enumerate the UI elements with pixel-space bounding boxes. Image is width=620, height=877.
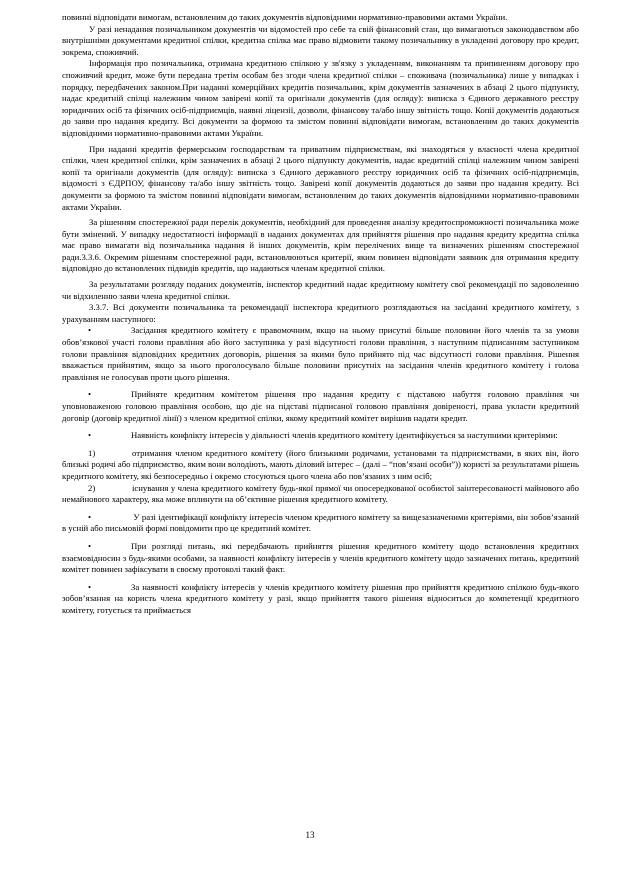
document-page [62,12,579,617]
bullet-item: • У разі ідентифікації конфлікту інтересів членом кредитного комітету за вищезазначеними критеріями, він зобов’язаний в усній або письмовій формі повідомити про це кредитний комітет. [62,512,579,535]
list-number: 1) [88,447,96,458]
numbered-item-text: існування у члена кредитного комітету будь-якої прямої чи опосередкованої особистої заінтересованості майнового або немайнового характеру, яка може вплинути на об’єктивне рішення кредитного комітету. [62,482,579,505]
numbered-item-text: отримання членом кредитного комітету (його близькими родичами, установами та підприємствами, в яких він, його близькі родичі або підприємство, яким вони володіють, мають діловий інтерес – (далі – “пов’язані особи”)) користі за результатами рішень кредитного комітету, які безпосередньо і окремо стосуються цього члена або пов’язаних з ним осіб; [62,447,579,481]
paragraph: У разі ненадання позичальником документів чи відомостей про себе та свій фінансовий стан, що вимагаються законодавством або внутрішніми документами кредитної спілки, кредитна спілка має право відмовити такому позичальнику в укладенні договору про кредит, зокрема, споживчий. [62,23,579,57]
page-number: 13 [305,830,315,840]
numbered-item [62,483,579,506]
bullet-item: • Прийняте кредитним комітетом рішення про надання кредиту є підставою набуття головою правління чи уповноваженою головою правління особою, що діє на підставі підписаної головою правління довіреності, права укласти кредитний договір (договір кредитної лінії) з членом кредитної спілки, якому кредитний комітет вирішив надати кредит. [62,389,579,424]
paragraph: 3.3.7. Всі документи позичальника та рекомендації інспектора кредитного розглядаються на засіданні кредитного комітету, з урахуванням наступного: [62,302,579,324]
bullet-item: • Наявність конфлікту інтересів у діяльності членів кредитного комітету ідентифікується за наступними критеріями: [62,430,579,442]
paragraph: При наданні кредитів фермерським господарствам та приватним підприємствам, які знаходяться у власності члена кредитної спілки, член кредитної спілки, крім зазначених в абзаці 2 цього підпункту документів, надає кредитній спілці належним чином завірені копії та оригінали документів (для огляду): виписка з Єдиного державного реєстру юридичних осіб та фізичних осіб-підприємців, відомості з ЄДРПОУ, фінансову та/або іншу звітність тощо. Завірені копії документів додаються до заяви про надання кредиту. Всі документи за формою та змістом повинні відповідати вимогам, встановленим до таких документів відповідними нормативно-правовими актами України. [62,143,579,212]
numbered-item [62,448,579,483]
bullet-item: • Засідання кредитного комітету є правомочним, якщо на ньому присутні більше половини його членів та за умови обов’язкової участі голови правління або його заступника у разі відсутності голови правління, з наступним підписанням заступником голови правління відповідних кредитних договорів, рішення за якими було прийнято під час відсутності голови правління. Рішення вважається прийнятим, якщо за нього проголосувало більше половини присутніх на засідання членів кредитного комітету і голова правління не голосував проти цього рішення. [62,325,579,383]
bullet-item: • За наявності конфлікту інтересів у членів кредитного комітету рішення про прийняття кредитною спілкою будь-якого зобов’язання на користь члена кредитного комітету у разі, якщо прийняття такого рішення відноситься до компетенції кредитного комітету, готується та приймається [62,582,579,617]
paragraph-continuation: повинні відповідати вимогам, встановленим до таких документів відповідними нормативно-правовими актами України. [62,12,508,22]
paragraph: За результатами розгляду поданих документів, інспектор кредитний надає кредитному комітету свої рекомендації по задоволенню чи відхиленню заяви члена кредитної спілки. [62,279,579,301]
paragraph: Інформація про позичальника, отримана кредитною спілкою у зв'язку з укладенням, виконанням та припиненням договору про споживчий кредит, може бути передана третім особам без згоди члена кредитної спілки – споживача (позичальника) лише у випадках і порядку, передбачених законом.При наданні комерційних кредитів позичальник, крім документів зазначених в абзаці 2 цього підпункту, надає кредитній спілці належним чином завірені копії та оригінали документів (для огляду): виписка з Єдиного державного реєстру юридичних осіб та фізичних осіб-підприємців, наявні ліцензії, дозволи, фінансову та/або іншу звітність тощо. Копії документів додаються до заяви про надання кредиту. Всі документи за формою та змістом повинні відповідати вимогам, встановленим до таких документів відповідними нормативно-правовими актами України. [62,58,579,138]
list-number: 2) [88,482,96,493]
bullet-item: • При розгляді питань, які передбачають прийняття рішення кредитного комітету щодо встановлення кредитних взаємовідносин з будь-якими особами, за наявності конфлікту інтересів у членів кредитного комітету щодо зазначених питань, кредитний комітет повинен зафіксувати в своєму протоколі такий факт. [62,541,579,576]
paragraph: За рішенням спостережної ради перелік документів, необхідний для проведення аналізу кредитоспроможності позичальника може бути змінений. У випадку недостатності інформації в наданих документах для прийняття рішення про надання кредиту кредитна спілка має право вимагати від позичальника надання й інших документів, крім перелічених вище та визначених рішенням спостережної ради.3.3.6. Окремим рішенням спостережної ради, встановлюються критерії, яким повинен відповідати заявник для отримання кредиту відповідно до встановлених підвидів кредитів, що надаються членам кредитної спілки. [62,217,579,274]
